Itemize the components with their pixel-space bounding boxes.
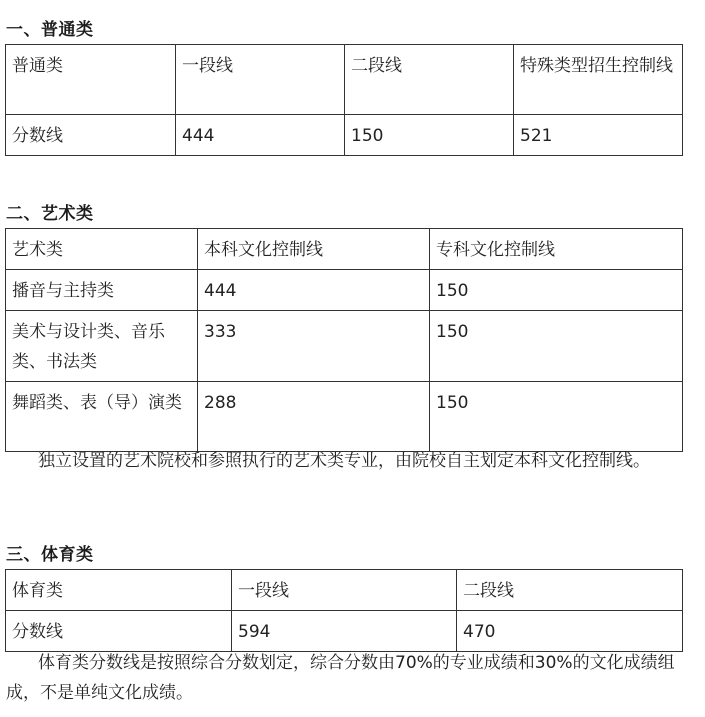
table-row bbox=[6, 115, 683, 156]
table-row bbox=[6, 229, 683, 270]
table-cell: 播音与主持类 bbox=[6, 270, 198, 311]
table-cell: 594 bbox=[232, 611, 457, 652]
table-cell: 二段线 bbox=[457, 570, 683, 611]
table-row bbox=[6, 270, 683, 311]
table-cell: 444 bbox=[198, 270, 430, 311]
table-row bbox=[6, 311, 683, 382]
table-cell: 分数线 bbox=[6, 115, 176, 156]
table-cell: 体育类 bbox=[6, 570, 232, 611]
general-score-table bbox=[5, 44, 683, 156]
table-cell: 一段线 bbox=[232, 570, 457, 611]
section-heading-general: 一、普通类 bbox=[6, 20, 94, 40]
table-cell: 美术与设计类、音乐类、书法类 bbox=[6, 311, 198, 382]
table-cell: 288 bbox=[198, 382, 430, 452]
table-cell: 333 bbox=[198, 311, 430, 382]
section-heading-sports: 三、体育类 bbox=[6, 545, 94, 565]
table-cell: 普通类 bbox=[6, 45, 176, 115]
table-row bbox=[6, 611, 683, 652]
table-cell: 专科文化控制线 bbox=[430, 229, 683, 270]
table-cell: 一段线 bbox=[176, 45, 345, 115]
table-cell: 特殊类型招生控制线 bbox=[514, 45, 683, 115]
table-cell: 分数线 bbox=[6, 611, 232, 652]
table-cell: 本科文化控制线 bbox=[198, 229, 430, 270]
section-heading-art: 二、艺术类 bbox=[6, 204, 94, 224]
sports-note-paragraph: 体育类分数线是按照综合分数划定，综合分数由70%的专业成绩和30%的文化成绩组成，不是单纯文化成绩。 bbox=[6, 653, 675, 703]
art-score-table bbox=[5, 228, 683, 452]
table-cell: 二段线 bbox=[345, 45, 514, 115]
table-cell: 521 bbox=[514, 115, 683, 156]
table-row bbox=[6, 382, 683, 452]
table-cell: 艺术类 bbox=[6, 229, 198, 270]
table-row bbox=[6, 570, 683, 611]
table-cell: 150 bbox=[430, 382, 683, 452]
table-cell: 470 bbox=[457, 611, 683, 652]
table-cell: 150 bbox=[430, 311, 683, 382]
table-cell: 444 bbox=[176, 115, 345, 156]
sports-score-table bbox=[5, 569, 683, 652]
table-cell: 150 bbox=[430, 270, 683, 311]
table-cell: 150 bbox=[345, 115, 514, 156]
table-cell: 舞蹈类、表（导）演类 bbox=[6, 382, 198, 452]
art-note-paragraph: 独立设置的艺术院校和参照执行的艺术类专业，由院校自主划定本科文化控制线。 bbox=[38, 451, 650, 471]
table-row bbox=[6, 45, 683, 115]
